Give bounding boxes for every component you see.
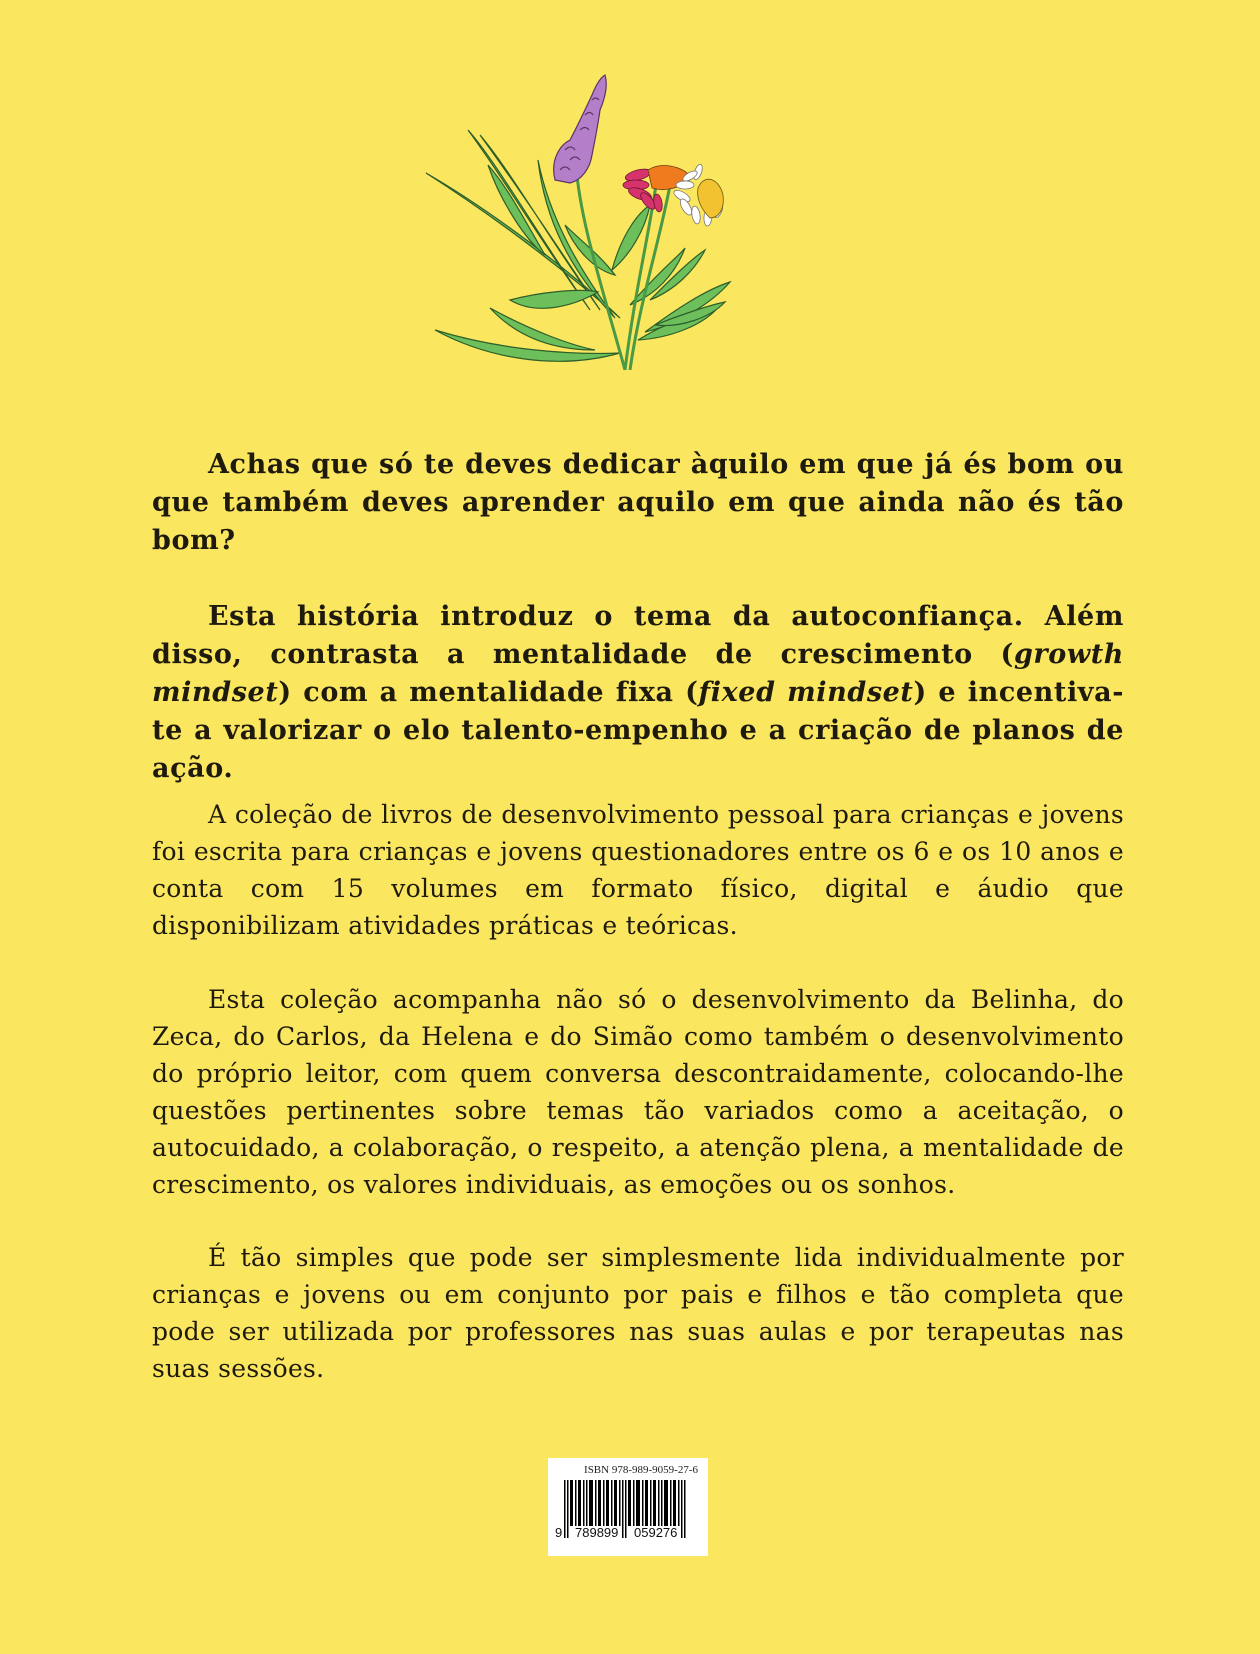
fixed-mindset-term: fixed mindset bbox=[698, 677, 914, 708]
description-paragraph-characters: Esta coleção acompanha não só o desenvolvimento da Belinha, do Zeca, do Carlos, da Helena e do Simão como também o desenvolvimento do próprio leitor, com quem conversa descontraidamente, colocando-lhe questões pertinentes sobre temas tão variados como a aceitação, o autocuidado, a colaboração, o respeito, a atenção plena, a mentalidade de crescimento, os valores individuais, as emoções ou os sonhos. bbox=[152, 985, 1124, 1199]
flower-illustration-icon bbox=[420, 70, 740, 370]
description-paragraph-usage: É tão simples que pode ser simplesmente lida individualmente por crianças e jovens ou em conjunto por pais e filhos e tão completa que pode ser utilizada por professores nas suas aulas e por terapeutas nas suas sessões. bbox=[152, 1243, 1124, 1383]
isbn-label: ISBN 978-989-9059-27-6 bbox=[584, 1464, 698, 1476]
intro-summary-part3: ) e incentiva-te a valorizar o elo talento-empenho e a criação de planos de ação. bbox=[152, 677, 1124, 784]
intro-summary-part2: ) com a mentalidade fixa ( bbox=[278, 677, 699, 708]
collection-description bbox=[152, 796, 1124, 1424]
intro-text bbox=[152, 446, 1124, 826]
isbn-barcode bbox=[548, 1458, 708, 1556]
intro-question: Achas que só te deves dedicar àquilo em que já és bom ou que também deves aprender aquilo em que ainda não és tão bom? bbox=[152, 449, 1124, 556]
barcode-digits-right: 059276 bbox=[634, 1525, 678, 1540]
barcode-digits bbox=[556, 1526, 700, 1540]
description-paragraph-collection: A coleção de livros de desenvolvimento pessoal para crianças e jovens foi escrita para crianças e jovens questionadores entre os 6 e os 10 anos e conta com 15 volumes em formato físico, digital e áudio que disponibilizam atividades práticas e teóricas. bbox=[152, 800, 1124, 940]
intro-summary-part1: Esta história introduz o tema da autoconfiança. Além disso, contrasta a mentalidade de crescimento ( bbox=[152, 601, 1124, 670]
barcode-digit-first: 9 bbox=[555, 1525, 563, 1540]
growth-mindset-term: growth mindset bbox=[152, 639, 1124, 708]
intro-summary bbox=[152, 598, 1124, 788]
flower-illustration bbox=[420, 70, 740, 370]
barcode-digits-left: 789899 bbox=[575, 1525, 619, 1540]
